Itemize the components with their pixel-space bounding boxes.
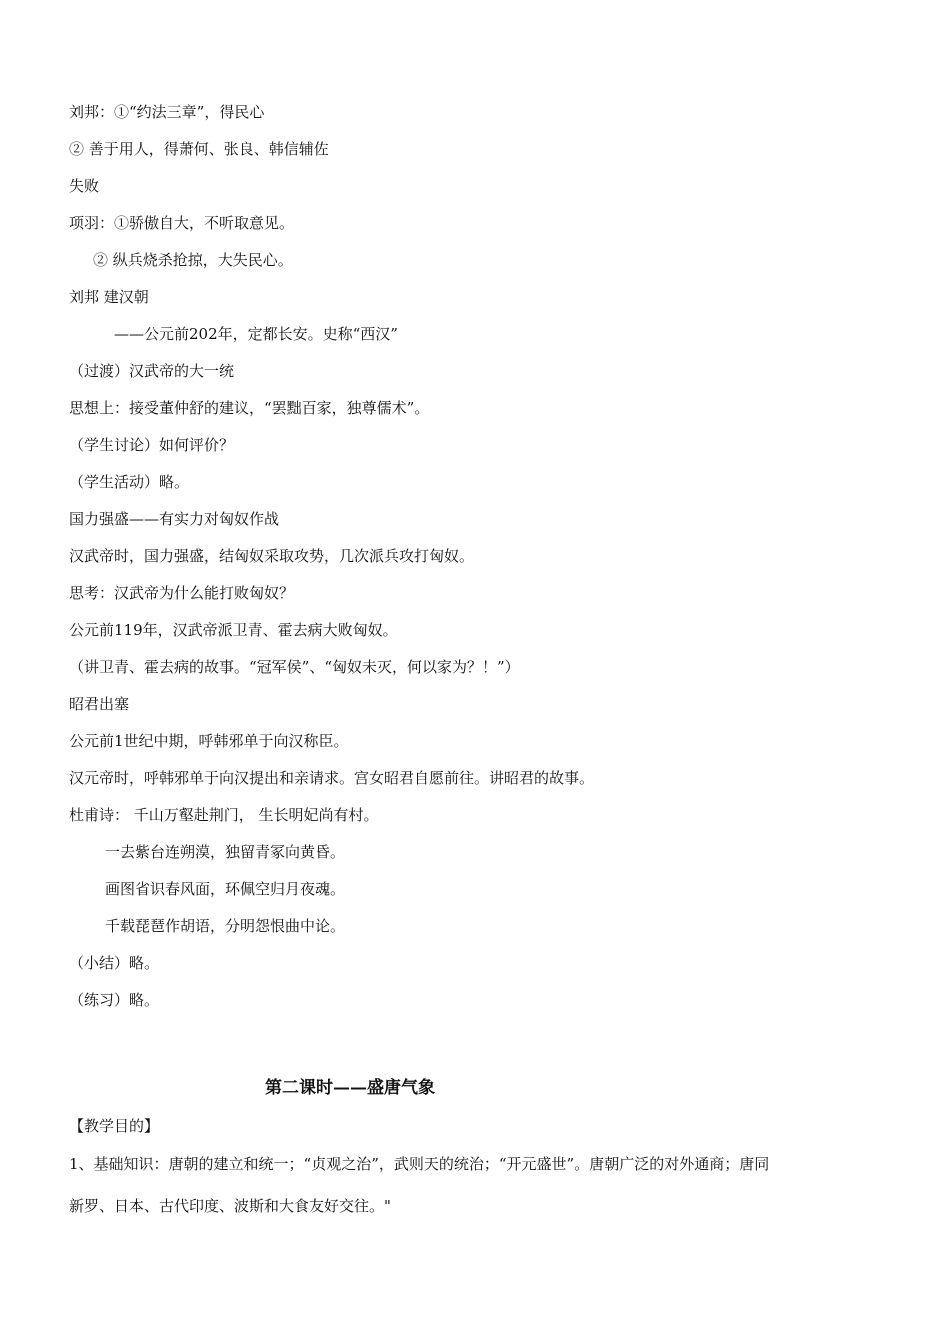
text-line: 国力强盛——有实力对匈奴作战: [69, 510, 280, 528]
text-line: 汉元帝时，呼韩邪单于向汉提出和亲请求。宫女昭君自愿前往。讲昭君的故事。: [69, 769, 595, 787]
text-line: （讲卫青、霍去病的故事。“冠军侯”、“匈奴未灭，何以家为？！”）: [69, 658, 520, 676]
text-line: （学生活动）略。: [69, 473, 190, 491]
text-line: 一去紫台连朔漠，独留青冢向黄昏。: [105, 843, 346, 861]
text-line: 昭君出塞: [69, 695, 130, 713]
text-line: （学生讨论）如何评价？: [69, 436, 235, 454]
text-line: 汉武帝时，国力强盛，结匈奴采取攻势，几次派兵攻打匈奴。: [69, 547, 475, 565]
section-label: 【教学目的】: [69, 1117, 160, 1135]
text-line: 公元前1世纪中期，呼韩邪单于向汉称臣。: [69, 732, 349, 750]
text-line: 刘邦：①“约法三章”，得民心: [69, 103, 265, 121]
text-line: 项羽：①骄傲自大，不听取意见。: [69, 214, 295, 232]
text-line: 杜甫诗： 千山万壑赴荆门， 生长明妃尚有村。: [69, 806, 379, 824]
text-line: ② 善于用人，得萧何、张良、韩信辅佐: [69, 140, 329, 158]
text-line: （练习）略。: [69, 991, 160, 1009]
text-line: 公元前119年，汉武帝派卫青、霍去病大败匈奴。: [69, 621, 398, 639]
text-line: 画图省识春风面，环佩空归月夜魂。: [105, 880, 346, 898]
text-line: 刘邦 建汉朝: [69, 288, 149, 306]
text-line: 千载琵琶作胡语，分明怨恨曲中论。: [105, 917, 346, 935]
paragraph-line: 1、基础知识：唐朝的建立和统一；“贞观之治”，武则天的统治；“开元盛世”。唐朝广泛的对外通商；唐同: [69, 1155, 770, 1173]
section-heading: 第二课时——盛唐气象: [265, 1078, 435, 1098]
text-line: 失败: [69, 177, 100, 195]
text-line: ——公元前202年，定都长安。史称“西汉”: [114, 325, 398, 343]
paragraph-line: 新罗、日本、古代印度、波斯和大食友好交往。": [69, 1197, 391, 1215]
text-line: 思考：汉武帝为什么能打败匈奴？: [69, 584, 295, 602]
text-line: （小结）略。: [69, 954, 160, 972]
text-line: ② 纵兵烧杀抢掠，大失民心。: [93, 251, 293, 269]
text-line: 思想上：接受董仲舒的建议，“罢黜百家，独尊儒术”。: [69, 399, 430, 417]
text-line: （过渡）汉武帝的大一统: [69, 362, 235, 380]
